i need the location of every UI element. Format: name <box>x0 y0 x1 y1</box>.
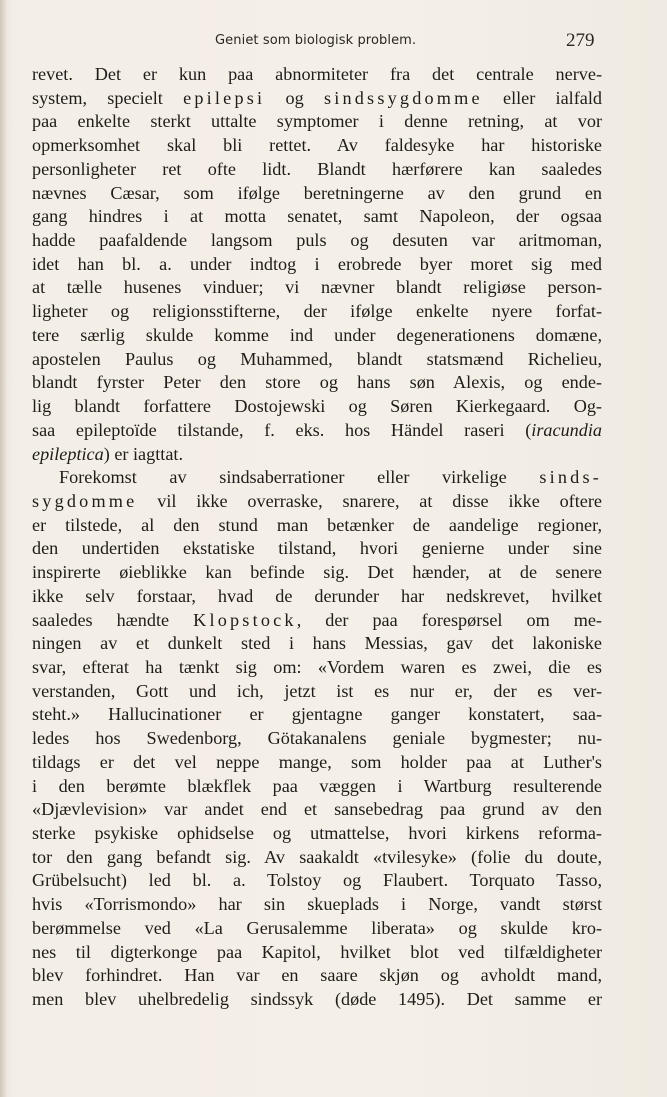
text-line <box>32 87 602 111</box>
text-line <box>32 348 602 372</box>
text-run: og <box>265 87 324 108</box>
text-line <box>32 514 602 538</box>
text-run: vil ikke overraske, snarere, at disse ikke oftere <box>137 490 602 511</box>
text-line <box>32 869 602 893</box>
text-run: idet han bl. a. under indtog i erobrede byer moret sig med <box>32 253 602 274</box>
text-line <box>32 703 602 727</box>
italic-text: iracundia <box>531 419 602 440</box>
text-run: ligheter og religionsstifterne, der ifølge enkelte nyere forfat- <box>32 301 602 322</box>
running-head: Geniet som biologisk problem. <box>215 33 417 48</box>
text-run: apostelen Paulus og Muhammed, blandt statsmænd Richelieu, <box>32 348 602 369</box>
binding-shadow <box>0 0 7 1097</box>
text-line <box>32 158 602 182</box>
text-run: blandt fyrster Peter den store og hans søn Alexis, og ende- <box>32 372 602 393</box>
text-run: system, specielt <box>32 87 184 108</box>
text-line <box>32 822 602 846</box>
text-line <box>32 609 602 633</box>
text-run: «Djævlevision» var andet end et sansebedrag paa grund av den <box>32 799 602 820</box>
text-run: saaledes hændte <box>32 609 194 630</box>
spaced-emphasis-text: epilepsi <box>183 87 266 108</box>
text-run: hvis «Torrismondo» har sin skueplads i Norge, vandt størst <box>32 894 602 915</box>
text-run: gang hindres i at motta senatet, samt Napoleon, der ogsaa <box>32 206 602 227</box>
text-run: tildags er det vel neppe mange, som holder paa at Luther's <box>32 751 602 772</box>
text-line <box>32 134 602 158</box>
text-line <box>32 727 602 751</box>
text-run: sterke psykiske ophidselse og utmattelse, hvori kirkens reforma- <box>32 823 602 843</box>
text-run: tere særlig skulde komme ind under degenerationens domæne, <box>32 324 602 345</box>
text-run: personligheter ret ofte lidt. Blandt hærførere kan saaledes <box>32 158 602 179</box>
text-line <box>32 893 602 917</box>
text-line <box>32 395 602 419</box>
text-line <box>32 656 602 680</box>
text-line <box>32 276 602 300</box>
text-run: er tilstede, al den stund man betænker de aandelige regioner, <box>32 514 602 535</box>
text-run: steht.» Hallucinationer er gjentagne ganger konstatert, saa- <box>32 704 602 725</box>
text-run: paa enkelte sterkt uttalte symptomer i denne retning, at vor <box>32 111 602 132</box>
text-run: ledes hos Swedenborg, Götakanalens geniale bygmester; nu- <box>32 728 602 749</box>
text-run: verstanden, Gott und ich, jetzt ist es nur er, der es ver- <box>32 680 602 701</box>
text-line <box>32 205 602 229</box>
spaced-emphasis-text: Klopstock <box>193 609 297 630</box>
text-run: inspirerte øieblikke kan befinde sig. Det hænder, at de senere <box>32 562 602 583</box>
text-run: ningen av et dunkelt sted i hans Messias, gav det lakoniske <box>32 633 602 654</box>
text-run: svar, efterat ha tænkt sig om: «Vordem waren es zwei, die es <box>32 656 602 677</box>
text-line <box>32 324 602 348</box>
text-line <box>32 846 602 870</box>
text-line <box>32 110 602 134</box>
text-line <box>32 229 602 253</box>
text-run: , der paa forespørsel om me- <box>296 609 602 630</box>
text-line <box>32 419 602 443</box>
text-run: den undertiden ekstatiske tilstand, hvori genierne under sine <box>32 538 602 559</box>
text-line <box>32 561 602 585</box>
text-run: hadde paafaldende langsom puls og desuten var aritmoman, <box>32 230 602 251</box>
text-run: eller ialfald <box>482 87 603 108</box>
text-run: men blev uhelbredelig sindssyk (døde 1495). Det samme er <box>32 989 602 1010</box>
text-run: nes til digterkonge paa Kapitol, hvilket blot ved tilfældigheter <box>32 941 602 962</box>
text-line <box>32 300 602 324</box>
text-run: lig blandt forfattere Dostojewski og Søren Kierkegaard. Og- <box>32 396 602 417</box>
text-line <box>32 253 602 277</box>
text-line <box>32 680 602 704</box>
text-line <box>32 63 602 87</box>
text-line <box>32 537 602 561</box>
text-run: berømmelse ved «La Gerusalemme liberata» og skulde kro- <box>32 917 602 938</box>
text-run: ikke selv forstaar, hvad de derunder har nedskrevet, hvilket <box>32 585 602 606</box>
text-line <box>32 443 602 467</box>
spaced-emphasis-text: sygdomme <box>32 490 138 511</box>
spaced-emphasis-text: sinds- <box>539 467 602 488</box>
text-line <box>32 490 602 514</box>
text-run: nævnes Cæsar, som ifølge beretningerne av den grund en <box>32 182 602 203</box>
text-run: blev forhindret. Han var en saare skjøn og avholdt mand, <box>32 965 602 986</box>
spaced-emphasis-text: sindssygdomme <box>323 87 483 108</box>
text-run: revet. Det er kun paa abnormiteter fra det centrale nerve- <box>32 64 602 84</box>
text-run: Forekomst av sindsaberrationer eller virkelige <box>59 467 540 488</box>
text-line <box>32 917 602 941</box>
text-run: saa epileptoïde tilstande, f. eks. hos Händel raseri ( <box>32 419 532 440</box>
text-line <box>32 798 602 822</box>
text-run: tor den gang befandt sig. Av saakaldt «tvilesyke» (folie du doute, <box>32 846 602 867</box>
text-run: at tælle husenes vinduer; vi nævner blandt religiøse person- <box>32 277 602 298</box>
text-line <box>32 941 602 965</box>
text-line <box>32 182 602 206</box>
text-line <box>32 632 602 656</box>
text-line <box>32 775 602 799</box>
text-run: Grübelsucht) led bl. a. Tolstoy og Flaubert. Torquato Tasso, <box>32 870 602 891</box>
body-text <box>32 63 602 1012</box>
text-run: opmerksomhet skal bli rettet. Av faldesyke har historiske <box>32 135 602 156</box>
text-line <box>32 751 602 775</box>
text-line <box>32 964 602 988</box>
italic-text: epileptica <box>32 443 104 464</box>
text-line <box>32 988 602 1012</box>
text-line <box>32 466 602 490</box>
text-run: ) er iagttat. <box>103 443 183 464</box>
text-line <box>32 371 602 395</box>
text-line <box>32 585 602 609</box>
text-run: i den berømte blækflek paa væggen i Wartburg resulterende <box>32 775 602 796</box>
page-number: 279 <box>566 30 595 51</box>
